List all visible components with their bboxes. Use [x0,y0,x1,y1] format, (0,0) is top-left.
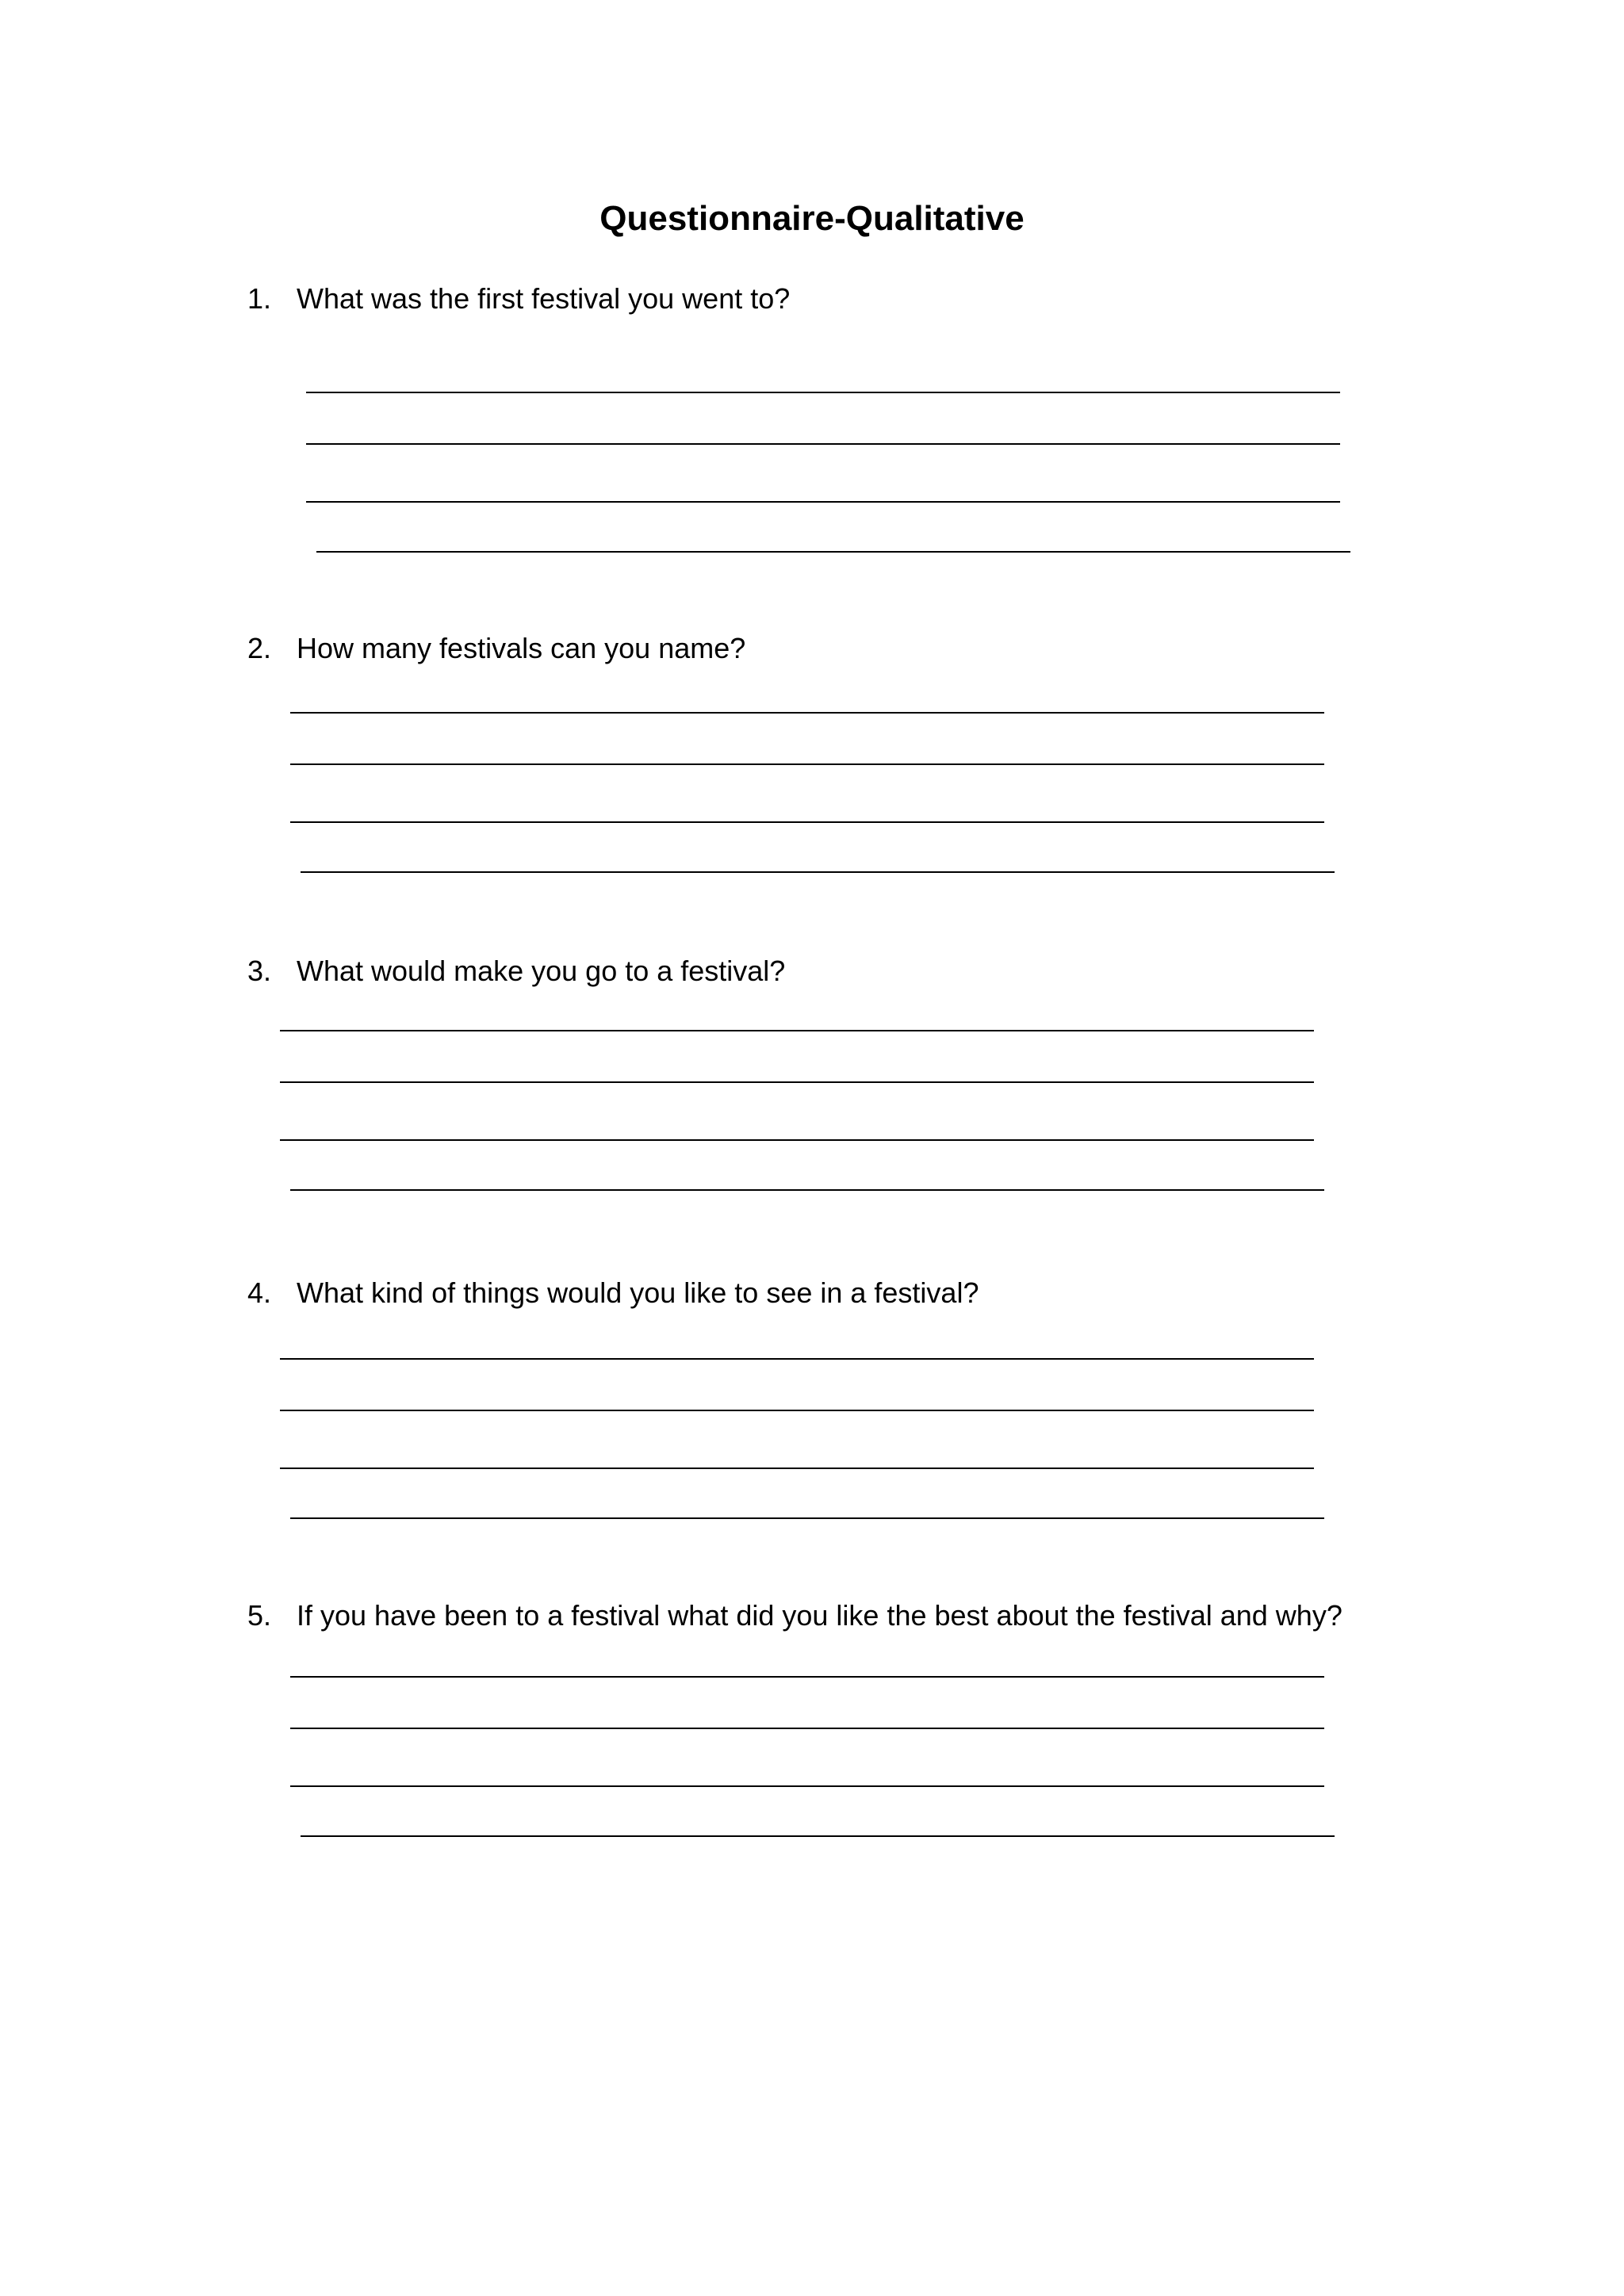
answer-line[interactable] [290,1676,1324,1678]
question-text: What would make you go to a festival? [297,955,786,987]
question-text: What kind of things would you like to see in a festival? [297,1276,979,1309]
answer-line[interactable] [301,1835,1335,1837]
question-text: What was the first festival you went to? [297,282,791,315]
answer-line[interactable] [316,551,1350,553]
page-title: Questionnaire-Qualitative [599,199,1025,238]
question-number: 1. [247,282,272,315]
question-number: 2. [247,632,272,664]
answer-line[interactable] [280,1139,1314,1141]
answer-line[interactable] [290,1728,1324,1729]
answer-line[interactable] [290,821,1324,823]
answer-line[interactable] [280,1410,1314,1411]
answer-line[interactable] [290,1785,1324,1787]
question-3 [0,947,1624,995]
answer-line[interactable] [280,1358,1314,1360]
answer-line[interactable] [280,1468,1314,1469]
answer-line[interactable] [290,712,1324,714]
answer-line[interactable] [306,501,1340,503]
answer-line[interactable] [280,1081,1314,1083]
question-number: 4. [247,1276,272,1309]
question-1 [0,275,1624,323]
answer-line[interactable] [290,1517,1324,1519]
answer-line[interactable] [290,763,1324,765]
question-4 [0,1269,1624,1317]
answer-line[interactable] [301,871,1335,873]
question-number: 3. [247,955,272,987]
answer-line[interactable] [280,1030,1314,1031]
question-text: If you have been to a festival what did you like the best about the festival and why? [297,1599,1342,1632]
question-number: 5. [247,1599,272,1632]
question-5 [0,1592,1624,1640]
answer-line[interactable] [306,443,1340,445]
question-text: How many festivals can you name? [297,632,746,664]
question-2 [0,625,1624,672]
answer-line[interactable] [290,1189,1324,1191]
answer-line[interactable] [306,392,1340,393]
